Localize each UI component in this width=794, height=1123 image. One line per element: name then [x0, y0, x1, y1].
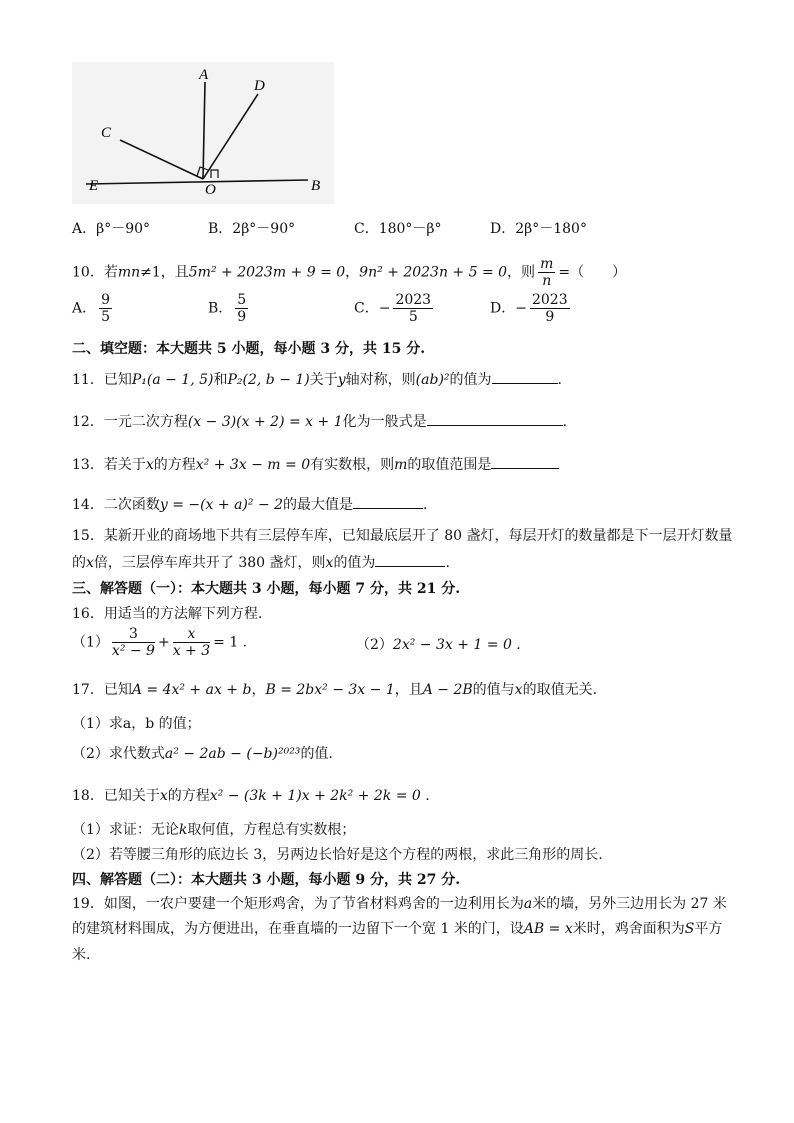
line-EB: [86, 180, 308, 184]
q19-line-3: 米.: [72, 947, 91, 963]
answer-blank: [492, 369, 558, 384]
q10-option-a: A． $\frac{9}{5}$: [72, 292, 111, 325]
q12: 12．一元二次方程(x − 3)(x + 2) = x + 1化为一般式是 .: [72, 411, 567, 431]
q15-line-1: 15．某新开业的商场地下共有三层停车库，已知最底层开了 80 盏灯，每层开灯的数量都是下一层开灯数量: [72, 528, 733, 544]
right-angle-mark-2: [211, 170, 218, 178]
q10-stem: 10．若mn≠1，且5m² + 2023m + 9 = 0，9n² + 2023n + 5 = 0，则 $\frac{m}{n}$ =（ ）: [72, 256, 627, 289]
section-3-heading: 三、解答题（一）：本大题共 3 小题，每小题 7 分，共 21 分.: [72, 581, 461, 597]
label-B: B: [311, 178, 321, 194]
q9-option-a: A．β°－90°: [72, 221, 151, 237]
q9-option-c: C．180°－β°: [354, 221, 442, 237]
answer-blank: [491, 454, 559, 469]
q10-option-b: B． $\frac{5}{9}$: [208, 292, 247, 325]
q13: 13．若关于x的方程x² + 3x − m = 0有实数根，则m的取值范围是: [72, 454, 559, 474]
q10-option-c: C．− $\frac{2023}{5}$: [354, 292, 432, 325]
q9-option-d: D．2β°－180°: [490, 221, 587, 237]
q11: 11．已知P₁(a − 1, 5)和P₂(2, b − 1)关于y轴对称，则(ab)²的值为 .: [72, 369, 562, 389]
label-D: D: [254, 78, 265, 94]
angle-diagram: [72, 62, 334, 204]
section-2-heading: 二、填空题：本大题共 5 小题，每小题 3 分，共 15 分.: [72, 341, 426, 357]
q19-line-1: 19．如图，一农户要建一个矩形鸡舍，为了节省材料鸡舍的一边利用长为a米的墙，另外三边用长为 27 米: [72, 896, 727, 912]
label-O: O: [205, 182, 216, 198]
q17-stem: 17．已知A = 4x² + ax + b，B = 2bx² − 3x − 1，且A − 2B的值与x的取值无关.: [72, 682, 598, 698]
answer-blank: [375, 552, 445, 567]
q18-part-2: （2）若等腰三角形的底边长 3，另两边长恰好是这个方程的两根，求此三角形的周长.: [72, 847, 603, 863]
q18-stem: 18．已知关于x的方程x² − (3k + 1)x + 2k² + 2k = 0 .: [72, 788, 430, 804]
q17-part-1: （1）求a，b 的值；: [72, 716, 201, 732]
label-C: C: [101, 125, 112, 141]
q16-stem: 16．用适当的方法解下列方程.: [72, 606, 263, 622]
answer-blank: [353, 494, 423, 509]
q16-part-2: （2）2x² − 3x + 1 = 0 .: [356, 637, 521, 653]
label-A: A: [199, 67, 209, 83]
q14: 14．二次函数y = −(x + a)² − 2的最大值是 .: [72, 494, 428, 514]
geometry-figure: [72, 62, 334, 204]
q18-part-1: （1）求证：无论k取何值，方程总有实数根；: [72, 822, 356, 838]
q17-part-2: （2）求代数式a² − 2ab − (−b)²⁰²³的值.: [72, 746, 333, 762]
q10-option-d: D．− $\frac{2023}{9}$: [490, 292, 568, 325]
q9-option-b: B．2β°－90°: [208, 221, 296, 237]
ray-OA: [203, 82, 205, 179]
section-4-heading: 四、解答题（二）：本大题共 3 小题，每小题 9 分，共 27 分.: [72, 872, 461, 888]
answer-blank: [427, 411, 563, 426]
label-E: E: [89, 178, 99, 194]
q16-part-1: （1） $\frac{3}{\text{x² − 9}}$ + $\frac{x}{x + 3}$ = 1 .: [72, 626, 248, 659]
ray-OC: [120, 140, 203, 179]
q10-fraction: $\frac{m}{n}$: [540, 256, 554, 289]
q19-line-2: 的建筑材料围成，为方便进出，在垂直墙的一边留下一个宽 1 米的门，设AB = x米时，鸡舍面积为S平方: [72, 921, 723, 937]
q15-line-2: 的x倍，三层停车库共开了 380 盏灯，则x的值为 .: [72, 552, 450, 572]
ray-OD: [203, 94, 258, 179]
